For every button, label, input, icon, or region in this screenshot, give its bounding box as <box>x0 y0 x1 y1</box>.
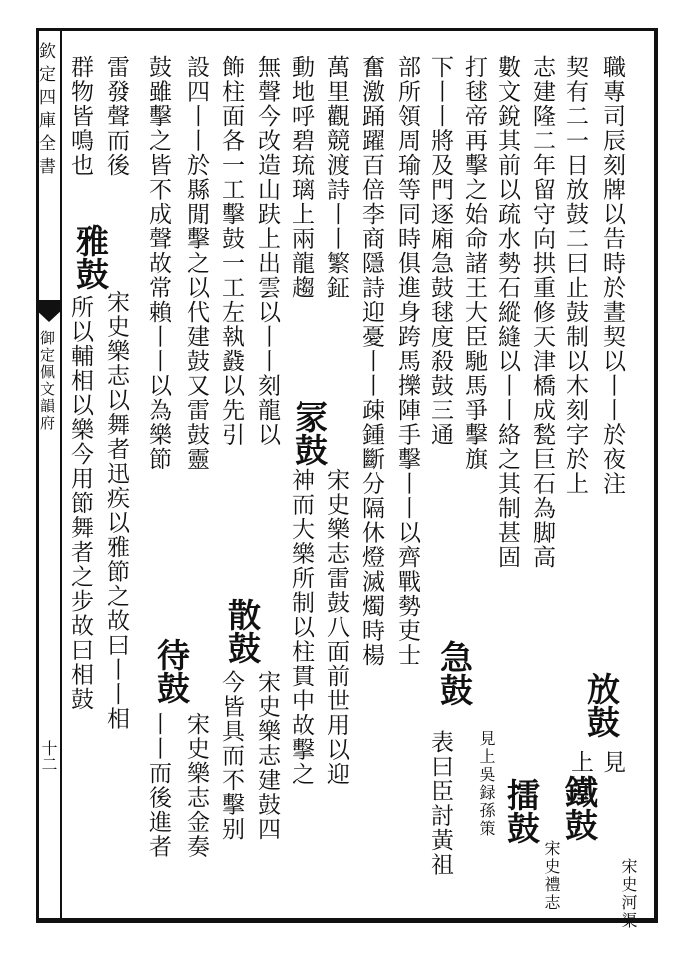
annotation-text: 所以輔相以樂今用節舞者之步故曰相鼓 <box>67 295 93 712</box>
margin-volume-title: 御定佩文韻府 <box>38 330 56 432</box>
top-border <box>36 28 658 31</box>
column-text: 群物皆鳴也 <box>67 55 93 178</box>
annotation-text: 丨丨而後進者 <box>145 712 171 859</box>
annotation-text: 見上吳録孫策 <box>477 730 496 838</box>
page-number: 十二 <box>39 740 58 772</box>
column-text: 無聲今改造山趺上出雲以丨丨刻龍以 <box>254 55 280 447</box>
column-text: 數文銳其前以疏水勢石縱縫以丨丨絡之其制甚固 <box>494 55 520 570</box>
annotation-text: 宋史禮志 <box>542 840 561 912</box>
entry-heading: 擂鼓 <box>502 778 541 844</box>
annotation-text: 今皆具而不擊别 <box>218 670 244 842</box>
annotation-text: 見 <box>599 750 625 775</box>
column-text: 職專司辰刻牌以告時於晝契以丨丨於夜注 <box>599 55 625 496</box>
entry-heading: 放鼓 <box>582 672 621 738</box>
column-text: 奮激踊躍百倍李商隱詩迎憂丨丨疎鍾斷分隔休燈滅燭時楊 <box>358 55 384 668</box>
column-text: 飾柱面各一工擊鼓一工左執鼗以先引 <box>218 55 244 447</box>
column-text: 鼓雖擊之皆不成聲故常賴丨丨以為樂節 <box>145 55 171 472</box>
annotation-text: 宋史樂志金奏 <box>183 712 209 859</box>
column-text: 打毬帝再擊之始命諸王大臣馳馬爭擊旗 <box>461 55 487 472</box>
entry-heading: 散鼓 <box>223 598 262 664</box>
column-text: 上 <box>567 750 593 775</box>
annotation-text: 宋史樂志以舞者迅疾以雅節之故曰丨丨相 <box>103 290 129 731</box>
margin-rule <box>60 28 62 923</box>
annotation-text: 宋史樂志建鼓四 <box>254 670 280 842</box>
column-text: 萬里觀競渡詩丨丨繁鉦 <box>323 55 349 300</box>
bottom-border <box>36 918 658 923</box>
entry-heading: 雅鼓 <box>71 224 110 290</box>
column-text: 下丨丨將及門逐廂急鼓毬度殺鼓三通 <box>427 55 453 447</box>
column-text: 設四丨丨於縣閒擊之以代建鼓又雷鼓靈 <box>183 55 209 472</box>
column-text: 契有二一日放鼓二曰止鼓制以木刻字於上 <box>562 55 588 496</box>
right-border <box>654 28 658 923</box>
entry-heading: 冡鼓 <box>290 400 329 466</box>
column-text: 動地呼碧琉璃上兩龍趨 <box>288 55 314 300</box>
margin-book-title: 欽定四庫全書 <box>35 42 55 180</box>
column-text: 志建隆二年留守向拱重修天津橋成甃巨石為脚高 <box>529 55 555 570</box>
annotation-text: 宋史河渠 <box>619 858 638 930</box>
fish-tail-mark <box>36 300 62 322</box>
annotation-text: 神而大樂所制以柱貫中故擊之 <box>288 468 314 787</box>
entry-heading: 待鼓 <box>152 638 191 704</box>
annotation-text: 宋史樂志雷鼓八面前世用以迎 <box>323 468 349 787</box>
annotation-text: 表曰臣討黃祖 <box>427 730 453 877</box>
entry-heading: 急鼓 <box>435 640 474 706</box>
column-text: 雷發聲而後 <box>103 55 129 178</box>
entry-heading: 鐵鼓 <box>560 775 599 841</box>
column-text: 部所領周瑜等同時俱進身跨馬擽陣手擊丨丨以齊戰勢吏士 <box>394 55 420 668</box>
